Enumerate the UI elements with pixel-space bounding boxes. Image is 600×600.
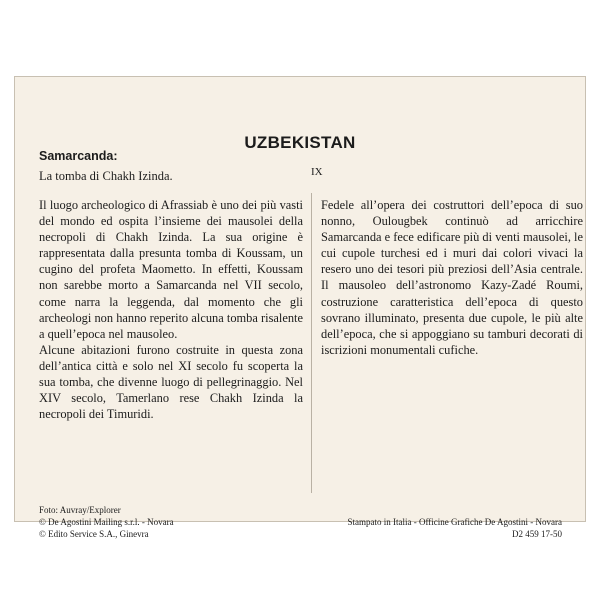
body-paragraph: Fedele all’opera dei costruttori dell’epoca di suo nonno, Oulougbek continuò ad arricchire Samarcanda e fece edificare più di venti mausolei, le cui cupole turchesi ed i muri dai colori vivaci la resero uno dei tesori più preziosi dell’Asia centrale. Il mausoleo dell’astronomo Kazy-Zadé Roumi, costruzione caratteristica dell’epoca di questo sovrano illuminato, presenta due cupole, le più alte dell’epoca, che si appoggiano su tamburi decorati di iscrizioni monumentali cufiche. <box>321 198 583 357</box>
credit-line: © De Agostini Mailing s.r.l. - Novara <box>39 517 174 527</box>
credit-line: © Edito Service S.A., Ginevra <box>39 529 149 539</box>
credit-line: Foto: Auvray/Explorer <box>39 505 121 515</box>
body-left-column <box>39 197 303 422</box>
catalog-code: D2 459 17-50 <box>512 529 562 539</box>
postcard-back <box>14 76 586 539</box>
card-number: IX <box>311 166 323 178</box>
body-right-column <box>321 197 583 358</box>
body-paragraph: Il luogo archeologico di Afrassiab è uno dei più vasti del mondo ed ospita l’insieme dei mausolei della necropoli di Chakh Izinda. La sua origine è rappresentata dalla presunta tomba di Koussam, un cugino del profeta Maometto. In effetti, Koussam non sarebbe morto a Samarcanda nel VII secolo, come narra la leggenda, dal momento che gli archeologi non hanno reperito alcuna tomba risalente a quell’epoca nel mausoleo. <box>39 198 303 341</box>
photo-credits <box>39 504 174 540</box>
printer-info <box>347 516 562 540</box>
card-subtitle: La tomba di Chakh Izinda. <box>39 169 173 183</box>
card-subject: Samarcanda: <box>39 149 118 163</box>
printer-line: Stampato in Italia - Officine Grafiche De Agostini - Novara <box>347 517 562 527</box>
column-divider <box>311 193 312 493</box>
body-paragraph: Alcune abitazioni furono costruite in questa zona dell’antica città e solo nel XI secolo fu scoperta la sua tomba, che divenne luogo di pellegrinaggio. Nel XIV secolo, Tamerlano rese Chakh Izinda la necropoli dei Timuridi. <box>39 342 303 422</box>
card-title: UZBEKISTAN <box>244 133 356 152</box>
